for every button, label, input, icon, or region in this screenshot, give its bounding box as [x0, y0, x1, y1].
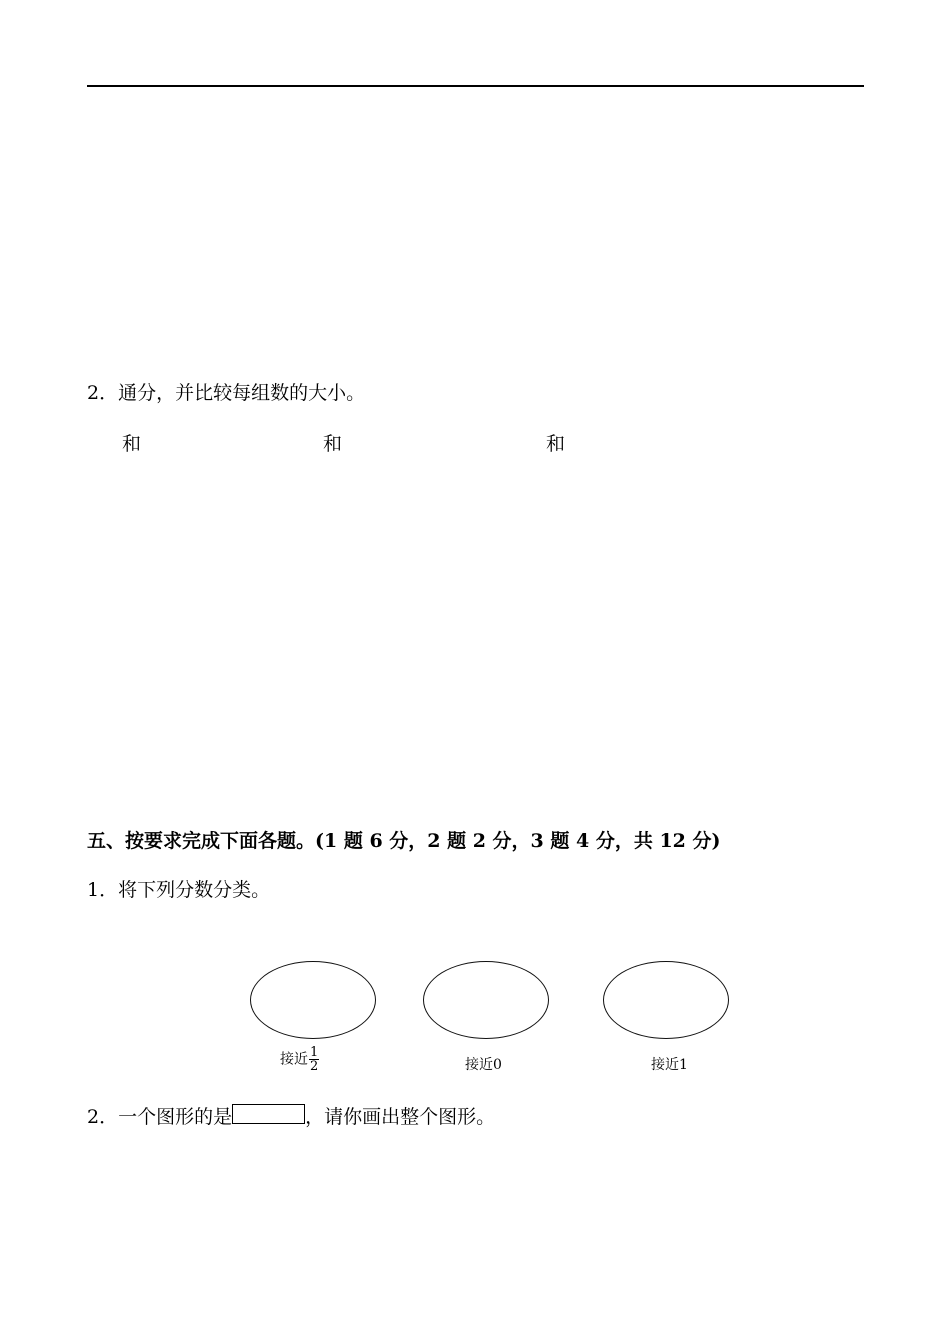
- label-near-one: 接近1: [651, 1057, 688, 1073]
- compare-pair-1-and: 和: [122, 433, 142, 455]
- header-rule: [87, 85, 864, 87]
- question-5-2: 2．一个图形的是 ，请你画出整个图形。: [87, 1106, 496, 1128]
- fraction-one-half: $\frac{1}{2}$: [310, 1045, 319, 1074]
- question-5-1: [87, 875, 270, 902]
- section-5-title: 五、按要求完成下面各题。(1 题 6 分，2 题 2 分，3 题 4 分，共 12 分): [87, 830, 721, 852]
- oval-near-one: [603, 961, 729, 1039]
- question-2-compare: [87, 378, 365, 405]
- label-near-zero: 接近0: [465, 1057, 502, 1073]
- question-number: 2．: [87, 1106, 119, 1128]
- label-near-half: 接近 $\frac{1}{2}$: [280, 1045, 319, 1074]
- compare-pair-3-and: 和: [546, 433, 566, 455]
- compare-pair-2-and: 和: [323, 433, 343, 455]
- oval-near-zero: [423, 961, 549, 1039]
- question-text: 将下列分数分类。: [118, 879, 271, 901]
- rectangle-figure: [232, 1104, 305, 1124]
- oval-near-half: [250, 961, 376, 1039]
- question-text: 通分，并比较每组数的大小。: [118, 382, 366, 404]
- question-number: 1．: [87, 879, 119, 901]
- question-number: 2．: [87, 382, 119, 404]
